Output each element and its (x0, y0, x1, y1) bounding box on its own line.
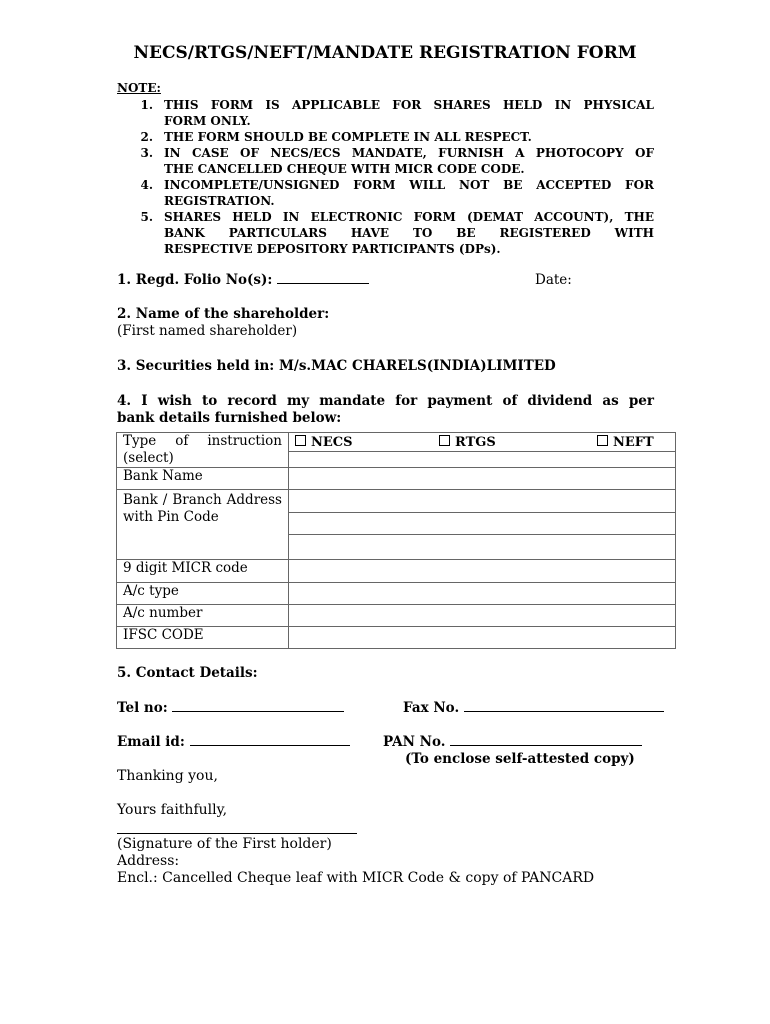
address-label: Address: (117, 853, 180, 869)
mandate-line: bank details furnished below: (117, 410, 342, 426)
bank-details-table (116, 432, 676, 649)
shareholder-sub: (First named shareholder) (117, 323, 298, 339)
table-row (117, 560, 676, 583)
email-field[interactable] (117, 734, 350, 750)
note-number: 2. (140, 130, 153, 144)
note-number: 5. (140, 210, 153, 224)
pan-note: (To enclose self-attested copy) (405, 751, 635, 767)
ac-number-label: A/c number (117, 605, 289, 627)
fax-label: Fax No. (403, 700, 460, 716)
table-row (117, 583, 676, 605)
note-text-line: THE FORM SHOULD BE COMPLETE IN ALL RESPECT. (164, 130, 532, 144)
email-blank[interactable] (190, 744, 350, 746)
pan-field[interactable] (383, 734, 642, 750)
branch-address-label-cell (117, 490, 289, 560)
option-neft[interactable] (597, 434, 654, 451)
yours-faithfully-text: Yours faithfully, (117, 802, 228, 818)
checkbox-icon[interactable] (597, 435, 608, 446)
folio-field[interactable] (117, 272, 369, 288)
note-number: 1. (140, 98, 153, 112)
signature-label: (Signature of the First holder) (117, 836, 332, 852)
option-label: NEFT (613, 435, 654, 450)
ac-number-value[interactable] (289, 605, 676, 627)
table-row (117, 433, 676, 468)
note-number: 4. (140, 178, 153, 192)
tel-field[interactable] (117, 700, 344, 716)
table-row (117, 605, 676, 627)
checkbox-icon[interactable] (295, 435, 306, 446)
table-row (117, 468, 676, 490)
tel-blank[interactable] (172, 710, 344, 712)
form-title: NECS/RTGS/NEFT/MANDATE REGISTRATION FORM (133, 43, 637, 63)
securities-label: 3. Securities held in: M/s.MAC CHARELS(INDIA)LIMITED (117, 358, 556, 374)
signature-line[interactable] (117, 833, 357, 834)
option-label: RTGS (455, 435, 496, 450)
ifsc-label: IFSC CODE (117, 627, 289, 649)
ac-type-label: A/c type (117, 583, 289, 605)
instruction-label-cell (117, 433, 289, 468)
ifsc-value[interactable] (289, 627, 676, 649)
note-text-line: SHARES HELD IN ELECTRONIC FORM (DEMAT ACCOUNT), THE (164, 210, 654, 224)
mandate-statement (117, 393, 654, 427)
pan-label: PAN No. (383, 734, 446, 750)
table-row (117, 490, 676, 560)
branch-address-value[interactable] (289, 490, 676, 560)
option-label: NECS (311, 435, 353, 450)
mandate-line: 4. I wish to record my mandate for payment of dividend as per (117, 393, 654, 409)
option-necs[interactable] (295, 434, 353, 451)
note-text-line: REGISTRATION. (164, 194, 275, 208)
fax-blank[interactable] (464, 710, 664, 712)
ac-type-value[interactable] (289, 583, 676, 605)
fax-field[interactable] (403, 700, 664, 716)
note-text-line: THIS FORM IS APPLICABLE FOR SHARES HELD IN PHYSICAL (164, 98, 654, 112)
micr-label: 9 digit MICR code (117, 560, 289, 583)
address-line (289, 534, 675, 535)
checkbox-icon[interactable] (439, 435, 450, 446)
shareholder-label: 2. Name of the shareholder: (117, 306, 330, 322)
email-label: Email id: (117, 734, 185, 750)
note-label: NOTE: (117, 81, 161, 95)
note-number: 3. (140, 146, 153, 160)
tel-label: Tel no: (117, 700, 168, 716)
bank-name-label: Bank Name (117, 468, 289, 490)
folio-label: 1. Regd. Folio No(s): (117, 272, 273, 288)
micr-value[interactable] (289, 560, 676, 583)
contact-label: 5. Contact Details: (117, 665, 258, 681)
option-rtgs[interactable] (439, 434, 496, 451)
branch-address-label: Bank / Branch Address with Pin Code (123, 492, 282, 525)
thanking-text: Thanking you, (117, 768, 218, 784)
note-text-line: BANK PARTICULARS HAVE TO BE REGISTERED WITH (164, 226, 654, 240)
note-text-line: FORM ONLY. (164, 114, 251, 128)
pan-blank[interactable] (450, 744, 642, 746)
bank-name-value[interactable] (289, 468, 676, 490)
note-text-line: INCOMPLETE/UNSIGNED FORM WILL NOT BE ACCEPTED FOR (164, 178, 654, 192)
instruction-options-cell[interactable] (289, 433, 676, 468)
address-line (289, 512, 675, 513)
note-text-line: IN CASE OF NECS/ECS MANDATE, FURNISH A PHOTOCOPY OF (164, 146, 654, 160)
note-text-line: THE CANCELLED CHEQUE WITH MICR CODE CODE. (164, 162, 525, 176)
instruction-label: Type of instruction (select) (123, 433, 282, 466)
note-text-line: RESPECTIVE DEPOSITORY PARTICIPANTS (DPs). (164, 242, 501, 256)
date-label: Date: (535, 272, 572, 288)
enclosure-text: Encl.: Cancelled Cheque leaf with MICR Code & copy of PANCARD (117, 870, 595, 886)
folio-blank[interactable] (277, 282, 369, 284)
table-row (117, 627, 676, 649)
